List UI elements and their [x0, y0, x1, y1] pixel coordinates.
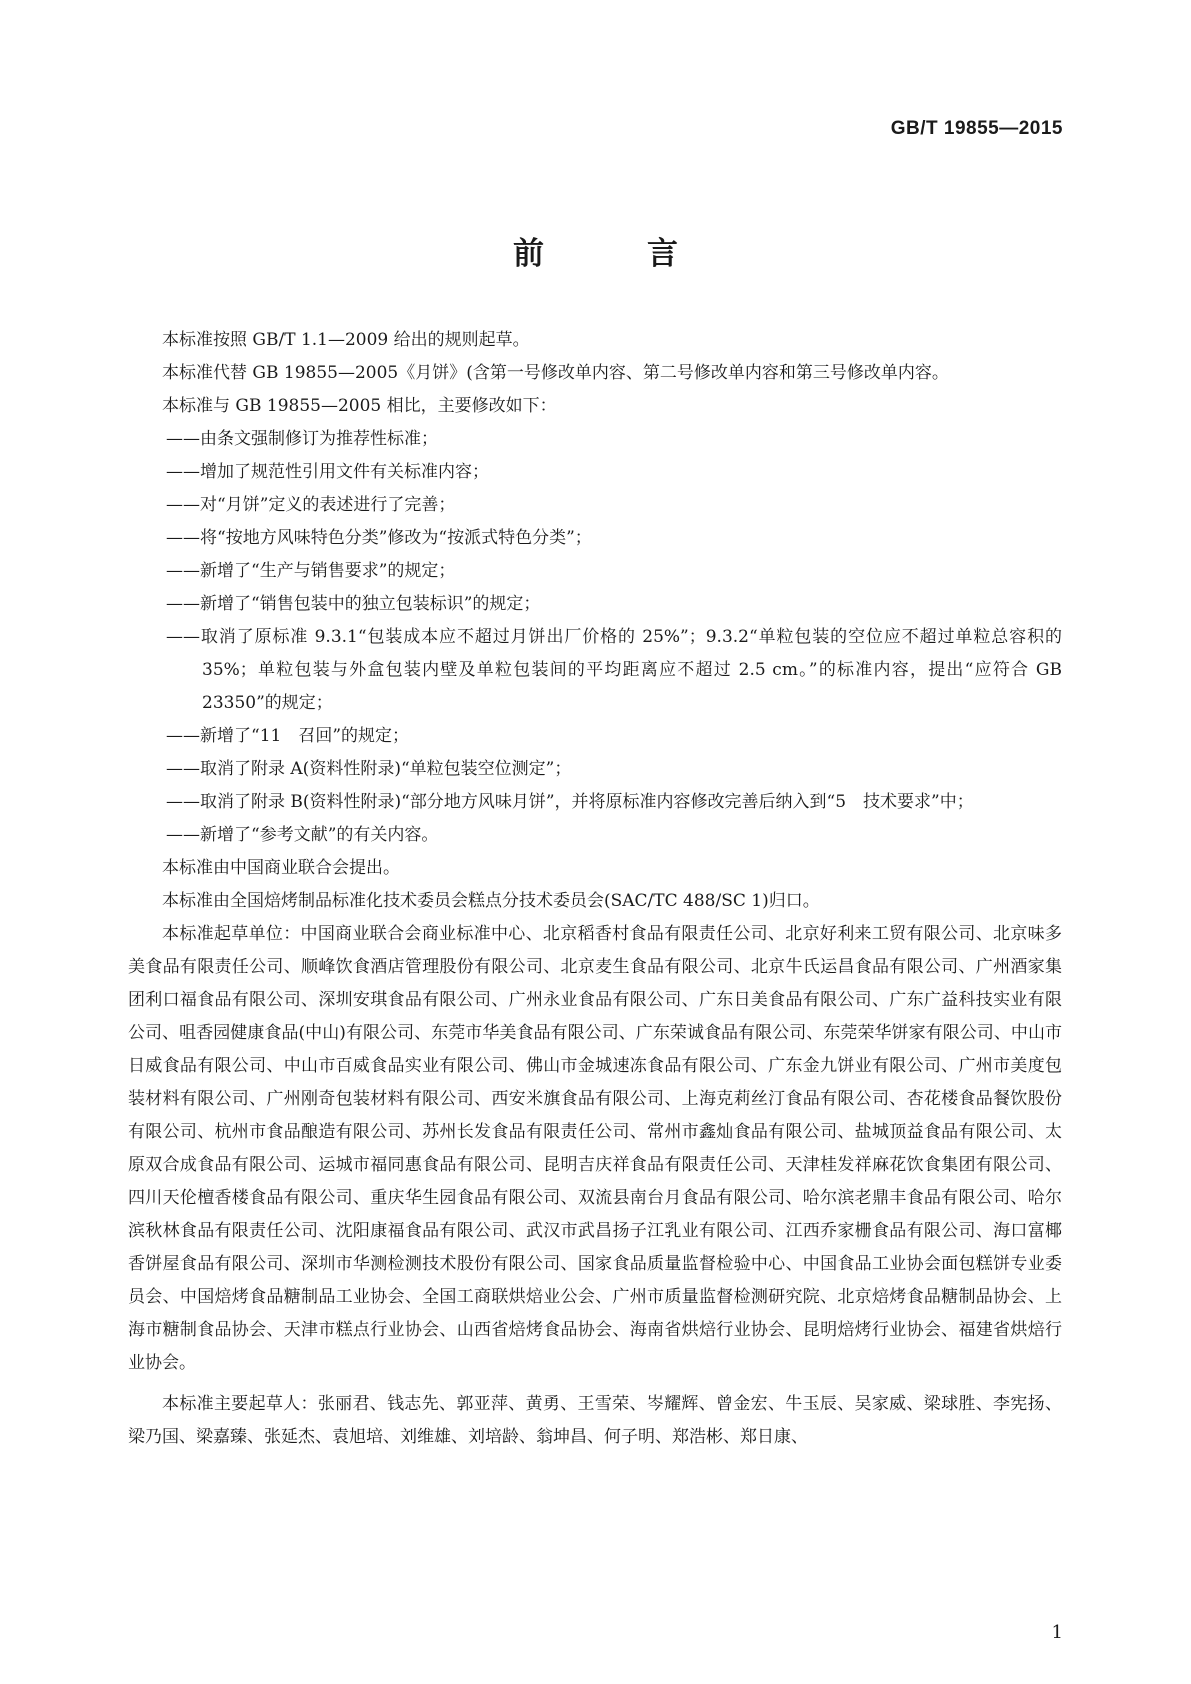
list-item: ——新增了“生产与销售要求”的规定； [166, 561, 456, 581]
list-item: ——取消了附录 B(资料性附录)“部分地方风味月饼”，并将原标准内容修改完善后纳入到“5 技术要求”中； [166, 792, 974, 812]
list-item: ——新增了“销售包装中的独立包装标识”的规定； [166, 594, 541, 614]
page-number: 1 [1051, 1622, 1063, 1643]
paragraph-replacement: 本标准代替 GB 19855—2005《月饼》(含第一号修改单内容、第二号修改单内容和第三号修改单内容。 [162, 363, 949, 383]
list-item: ——对“月饼”定义的表述进行了完善； [166, 495, 456, 515]
paragraph-committee: 本标准由全国焙烤制品标准化技术委员会糕点分技术委员会(SAC/TC 488/SC 1)归口。 [162, 891, 820, 911]
changes-list [128, 423, 1062, 852]
list-item: ——将“按地方风味特色分类”修改为“按派式特色分类”； [166, 528, 592, 548]
paragraph-drafting-rules: 本标准按照 GB/T 1.1—2009 给出的规则起草。 [162, 330, 530, 350]
list-item: ——增加了规范性引用文件有关标准内容； [166, 462, 489, 482]
list-item: ——取消了原标准 9.3.1“包装成本应不超过月饼出厂价格的 25%”；9.3.2“单粒包装的空位应不超过单粒总容积的 35%；单粒包装与外盒包装内壁及单粒包装间的平均距离应不超过 2.5 cm。”的标准内容，提出“应符合 GB 23350”的规定； [166, 627, 1062, 713]
list-item: ——新增了“参考文献”的有关内容。 [166, 825, 439, 845]
paragraph-proposer: 本标准由中国商业联合会提出。 [162, 858, 400, 878]
list-item: ——新增了“11 召回”的规定； [166, 726, 410, 746]
list-item: ——由条文强制修订为推荐性标准； [166, 429, 438, 449]
paragraph-drafters: 本标准主要起草人：张丽君、钱志先、郭亚萍、黄勇、王雪荣、岑耀辉、曾金宏、牛玉辰、吴家威、梁球胜、李宪扬、梁乃国、梁嘉臻、张延杰、袁旭培、刘维雄、刘培龄、翁坤昌、何子明、郑浩彬、郑日康、 [128, 1394, 1062, 1447]
paragraph-drafting-units: 本标准起草单位：中国商业联合会商业标准中心、北京稻香村食品有限责任公司、北京好利来工贸有限公司、北京味多美食品有限责任公司、顺峰饮食酒店管理股份有限公司、北京麦生食品有限公司、北京牛氏运昌食品有限公司、广州酒家集团利口福食品有限公司、深圳安琪食品有限公司、广州永业食品有限公司、广东日美食品有限公司、广东广益科技实业有限公司、咀香园健康食品(中山)有限公司、东莞市华美食品有限公司、广东荣诚食品有限公司、东莞荣华饼家有限公司、中山市日威食品有限公司、中山市百威食品实业有限公司、佛山市金城速冻食品有限公司、广东金九饼业有限公司、广州市美度包装材料有限公司、广州刚奇包装材料有限公司、西安米旗食品有限公司、上海克莉丝汀食品有限公司、杏花楼食品餐饮股份有限公司、杭州市食品酿造有限公司、苏州长发食品有限责任公司、常州市鑫灿食品有限公司、盐城顶益食品有限公司、太原双合成食品有限公司、运城市福同惠食品有限公司、昆明吉庆祥食品有限责任公司、天津桂发祥麻花饮食集团有限公司、四川天伦檀香楼食品有限公司、重庆华生园食品有限公司、双流县南台月食品有限公司、哈尔滨老鼎丰食品有限公司、哈尔滨秋林食品有限责任公司、沈阳康福食品有限公司、武汉市武昌扬子江乳业有限公司、江西乔家栅食品有限公司、海口富椰香饼屋食品有限公司、深圳市华测检测技术股份有限公司、国家食品质量监督检验中心、中国食品工业协会面包糕饼专业委员会、中国焙烤食品糖制品工业协会、全国工商联烘焙业公会、广州市质量监督检测研究院、北京焙烤食品糖制品协会、上海市糖制食品协会、天津市糕点行业协会、山西省焙烤食品协会、海南省烘焙行业协会、昆明焙烤行业协会、福建省烘焙行业协会。 [128, 924, 1062, 1373]
preface-body [128, 324, 1062, 1454]
list-item: ——取消了附录 A(资料性附录)“单粒包装空位测定”； [166, 759, 572, 779]
paragraph-changes-intro: 本标准与 GB 19855—2005 相比，主要修改如下： [162, 396, 557, 416]
standard-code: GB/T 19855—2015 [890, 118, 1063, 139]
page-title: 前 言 [513, 236, 714, 272]
